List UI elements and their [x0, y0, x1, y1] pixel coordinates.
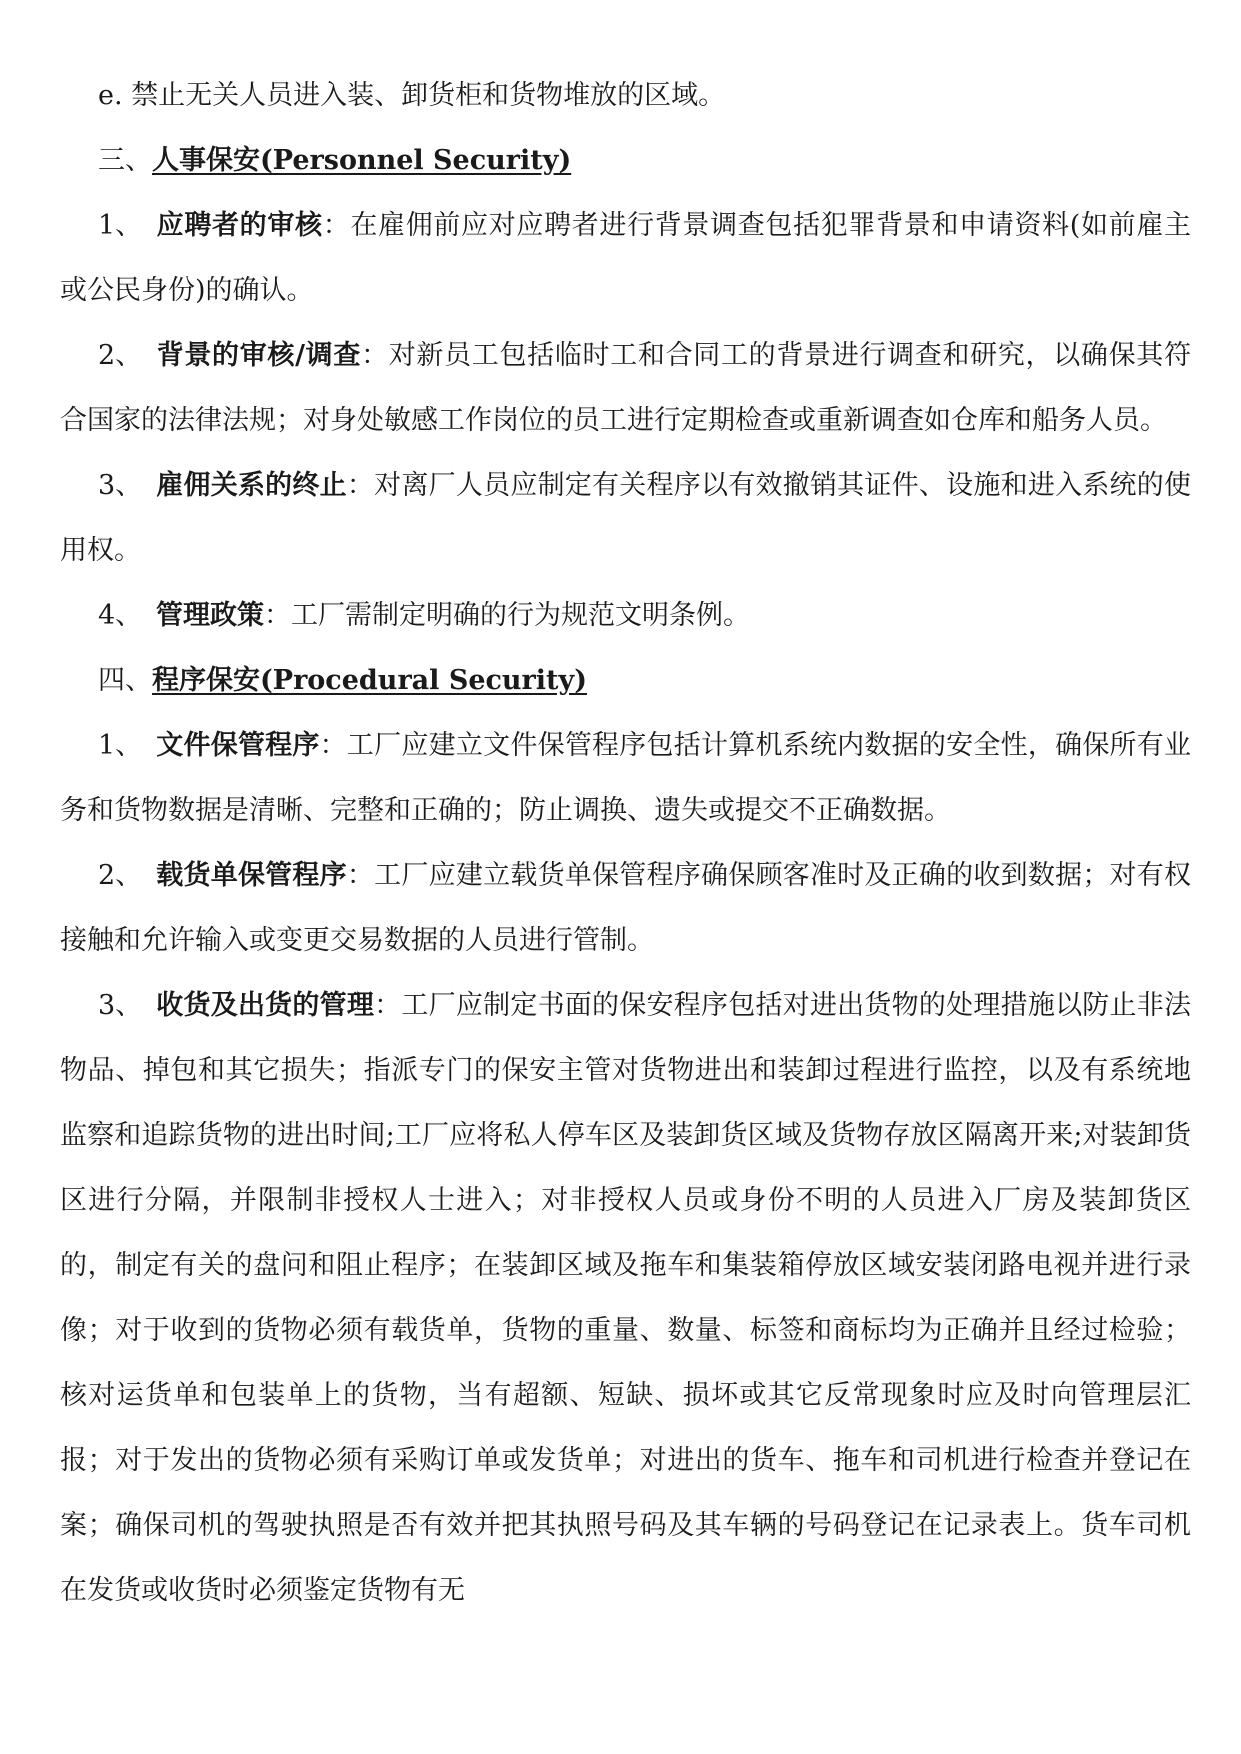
item-term: 背景的审核/调查: [156, 340, 362, 371]
item-colon: ：: [361, 340, 389, 371]
item-e: [60, 63, 1191, 128]
item-colon: ：: [319, 730, 347, 761]
item-text: 工厂应建立载货单保管程序确保顾客准时及正确的收到数据；对有权接触和允许输入或变更交易数据的人员进行管制。: [60, 860, 1192, 956]
item-colon: ：: [264, 600, 291, 631]
item-text: 工厂应制定书面的保安程序包括对进出货物的处理措施以防止非法物品、掉包和其它损失；指派专门的保安主管对货物进出和装卸过程进行监控，以及有系统地监察和追踪货物的进出时间;工厂应将私人停车区及装卸货区域及货物存放区隔离开来;对装卸货区进行分隔，并限制非授权人士进入；对非授权人员或身份不明的人员进入厂房及装卸货区的，制定有关的盘问和阻止程序；在装卸区域及拖车和集装箱停放区域安装闭路电视并进行录像；对于收到的货物必须有载货单，货物的重量、数量、标签和商标均为正确并且经过检验；核对运货单和包装单上的货物，当有超额、短缺、损坏或其它反常现象时应及时向管理层汇报；对于发出的货物必须有采购订单或发货单；对进出的货车、拖车和司机进行检查并登记在案；确保司机的驾驶执照是否有效并把其执照号码及其车辆的号码登记在记录表上。货车司机在发货或收货时必须鉴定货物有无: [60, 990, 1192, 1606]
item-number: 1、: [98, 210, 143, 241]
section-3-title: 人事保安(Personnel Security): [152, 145, 572, 176]
item-text: 工厂需制定明确的行为规范文明条例。: [291, 600, 750, 631]
item-term: 载货单保管程序: [156, 860, 347, 891]
item-text: 对新员工包括临时工和合同工的背景进行调查和研究，以确保其符合国家的法律法规；对身处敏感工作岗位的员工进行定期检查或重新调查如仓库和船务人员。: [60, 340, 1191, 436]
item-term: 应聘者的审核: [156, 210, 323, 241]
section-3-item-3: [60, 453, 1191, 583]
item-number: 1、: [98, 730, 143, 761]
item-e-label: e.: [98, 80, 123, 111]
section-4-heading: [60, 648, 1191, 713]
item-text: 对离厂人员应制定有关程序以有效撤销其证件、设施和进入系统的使用权。: [60, 470, 1192, 566]
section-4-prefix: 四、: [98, 665, 152, 696]
document-page: [60, 63, 1191, 1623]
section-3-prefix: 三、: [98, 145, 152, 176]
section-3-item-1: [60, 193, 1191, 323]
item-number: 2、: [98, 340, 143, 371]
item-colon: ：: [374, 990, 402, 1021]
item-term: 管理政策: [156, 600, 264, 631]
item-colon: ：: [346, 860, 375, 891]
item-term: 收货及出货的管理: [156, 990, 375, 1021]
section-3-heading: [60, 128, 1191, 193]
section-4-item-1: [60, 713, 1191, 843]
item-colon: ：: [322, 210, 351, 241]
section-3-item-2: [60, 323, 1191, 453]
section-4-title: 程序保安(Procedural Security): [152, 665, 587, 696]
section-4-item-2: [60, 843, 1191, 973]
section-3-item-4: [60, 583, 1191, 648]
item-term: 雇佣关系的终止: [156, 470, 347, 501]
item-number: 2、: [98, 860, 143, 891]
item-number: 3、: [98, 470, 143, 501]
item-number: 3、: [98, 990, 143, 1021]
item-e-text: 禁止无关人员进入装、卸货柜和货物堆放的区域。: [131, 80, 726, 111]
item-number: 4、: [98, 600, 143, 631]
item-text: 工厂应建立文件保管程序包括计算机系统内数据的安全性，确保所有业务和货物数据是清晰、完整和正确的；防止调换、遗失或提交不正确数据。: [60, 730, 1192, 826]
item-colon: ：: [346, 470, 375, 501]
section-4-item-3: [60, 973, 1191, 1623]
item-text: 在雇佣前应对应聘者进行背景调查包括犯罪背景和申请资料(如前雇主或公民身份)的确认。: [60, 210, 1192, 306]
item-term: 文件保管程序: [156, 730, 320, 761]
